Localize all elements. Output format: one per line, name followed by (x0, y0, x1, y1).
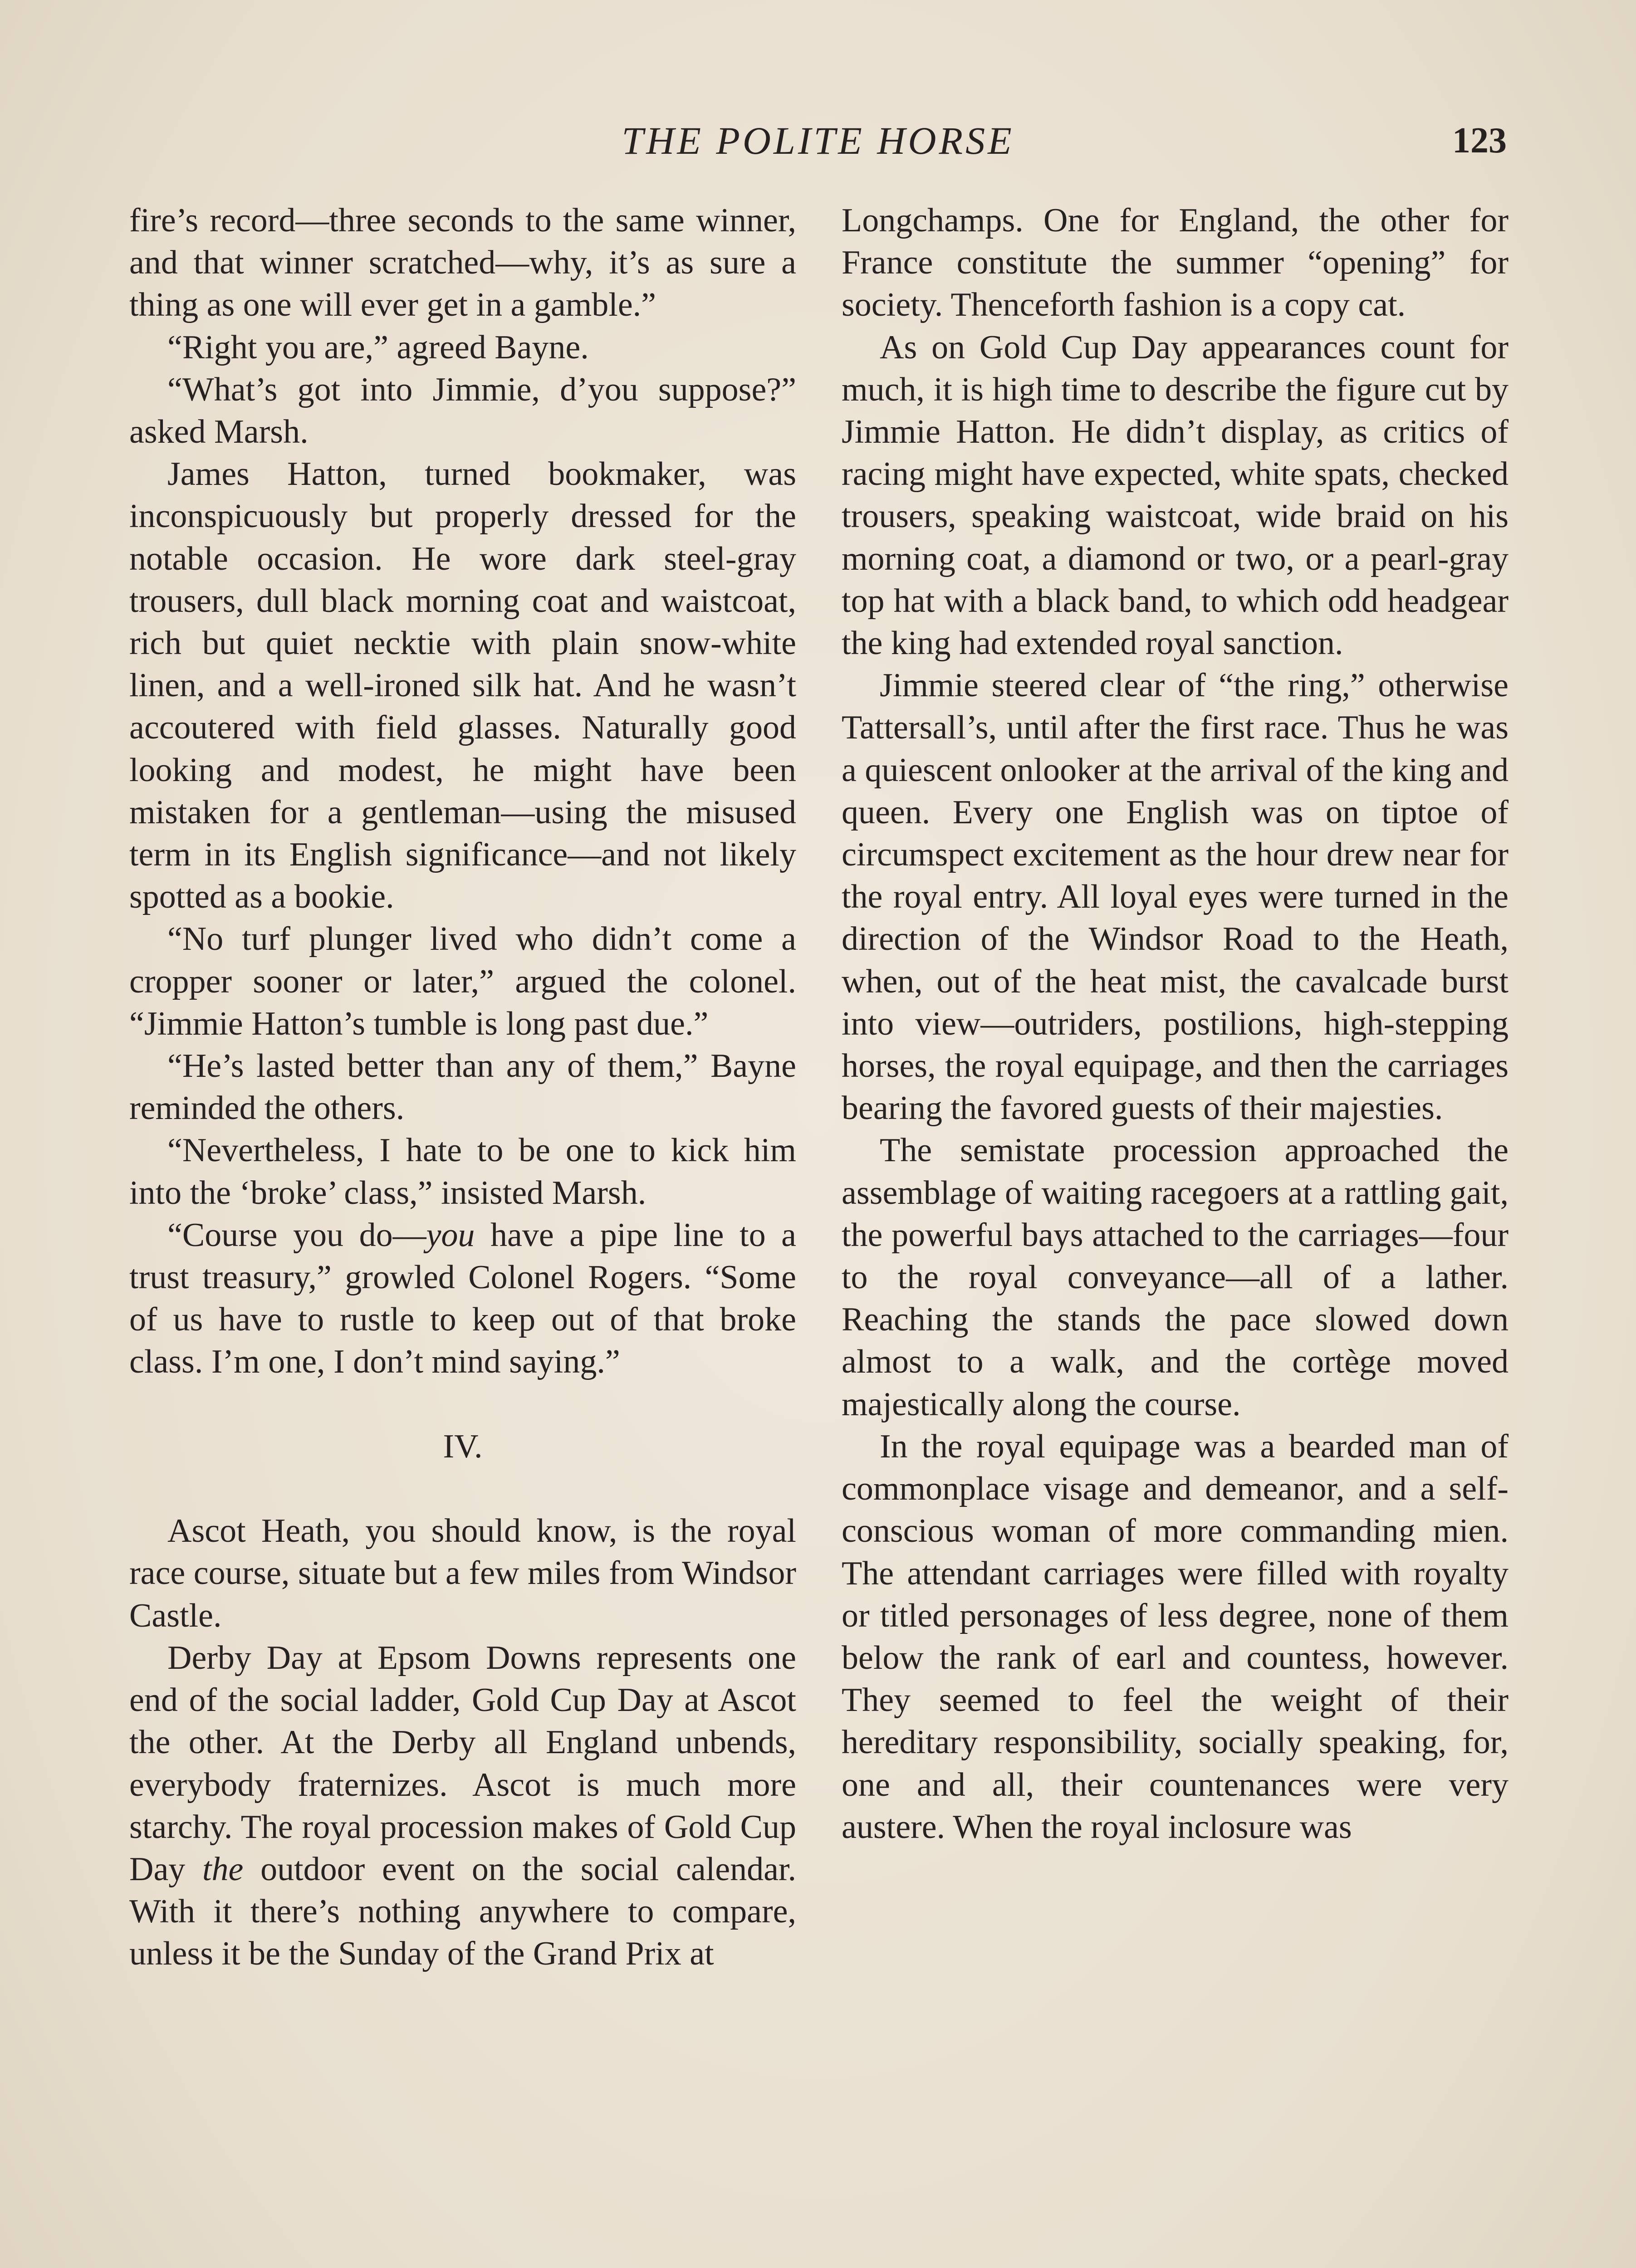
text-run: outdoor event on the social calendar. With it there’s nothing anywhere to compare, unless it be the Sunday of the Grand Prix at (129, 1850, 796, 1973)
paragraph: The semistate procession approached the assemblage of waiting racegoers at a rattling gait, the powerful bays attached to the carriages—four to the royal conveyance—all of a lather. Reaching the stands the pace slowed down almost to a walk, and the cortège moved majestically along the course. (842, 1132, 1509, 1423)
paragraph: “He’s lasted better than any of them,” Bayne reminded the others. (129, 1047, 796, 1127)
italic-text: the (202, 1850, 244, 1888)
paragraph: fire’s record—three seconds to the same winner, and that winner scratched—why, it’s as sure a thing as one will ever get in a gamble.” (129, 202, 796, 324)
section-heading: IV. (443, 1427, 483, 1465)
right-column (842, 200, 1509, 1848)
paragraph (129, 1214, 796, 1383)
italic-text: you (426, 1216, 475, 1254)
paragraph: Ascot Heath, you should know, is the royal race course, situate but a few miles from Windsor Castle. (129, 1512, 796, 1634)
running-head (0, 116, 1636, 166)
paragraph: “What’s got into Jimmie, d’you suppose?” asked Marsh. (129, 371, 796, 451)
running-title: THE POLITE HORSE (622, 119, 1014, 162)
text-run: have a pipe line to a trust treasury,” growled Colonel Rogers. “Some of us have to rustle to keep out of that broke class. I’m one, I don’t mind saying.” (129, 1216, 796, 1381)
paragraph (129, 1637, 796, 1975)
paragraph: “Right you are,” agreed Bayne. (167, 328, 589, 366)
text-run: “Course you do— (167, 1216, 426, 1254)
paragraph: Longchamps. One for England, the other for France constitute the summer “opening” for society. Thenceforth fashion is a copy cat. (842, 202, 1509, 324)
paragraph: In the royal equipage was a bearded man of commonplace visage and demeanor, and a self-conscious woman of more commanding mien. The attendant carriages were filled with royalty or titled personages of less degree, none of them below the rank of earl and countess, however. They seemed to feel the weight of their hereditary responsibility, socially speaking, for, one and all, their countenances were very austere. When the royal inclosure was (842, 1427, 1509, 1846)
page-number: 123 (1452, 121, 1507, 161)
paragraph: As on Gold Cup Day appearances count for much, it is high time to describe the figure cut by Jimmie Hatton. He didn’t display, as critics of racing might have expected, white spats, checked trousers, speaking waistcoat, wide braid on his morning coat, a diamond or two, or a pearl-gray top hat with a black band, to which odd headgear the king had extended royal sanction. (842, 328, 1509, 662)
text-run: Derby Day at Epsom Downs represents one end of the social ladder, Gold Cup Day at Ascot the other. At the Derby all England unbends, everybody fraternizes. Ascot is much more starchy. The royal procession makes of Gold Cup Day (129, 1639, 796, 1888)
paragraph: “No turf plunger lived who didn’t come a cropper sooner or later,” argued the colonel. “Jimmie Hatton’s tumble is long past due.” (129, 920, 796, 1042)
left-column (129, 200, 796, 1975)
paragraph: “Nevertheless, I hate to be one to kick him into the ‘broke’ class,” insisted Marsh. (129, 1132, 796, 1212)
paragraph: Jimmie steered clear of “the ring,” otherwise Tattersall’s, until after the first race. Thus he was a quiescent onlooker at the arrival of the king and queen. Every one English was on tiptoe of circumspect excitement as the hour drew near for the royal entry. All loyal eyes were turned in the direction of the Windsor Road to the Heath, when, out of the heat mist, the cavalcade burst into view—outriders, postilions, high-stepping horses, the royal equipage, and then the carriages bearing the favored guests of their majesties. (842, 667, 1509, 1127)
paragraph: James Hatton, turned bookmaker, was inconspicuously but properly dressed for the notable occasion. He wore dark steel-gray trousers, dull black morning coat and waistcoat, rich but quiet necktie with plain snow-white linen, and a well-ironed silk hat. And he wasn’t accoutered with field glasses. Naturally good looking and modest, he might have been mistaken for a gentleman—using the misused term in its English significance—and not likely spotted as a bookie. (129, 455, 796, 916)
